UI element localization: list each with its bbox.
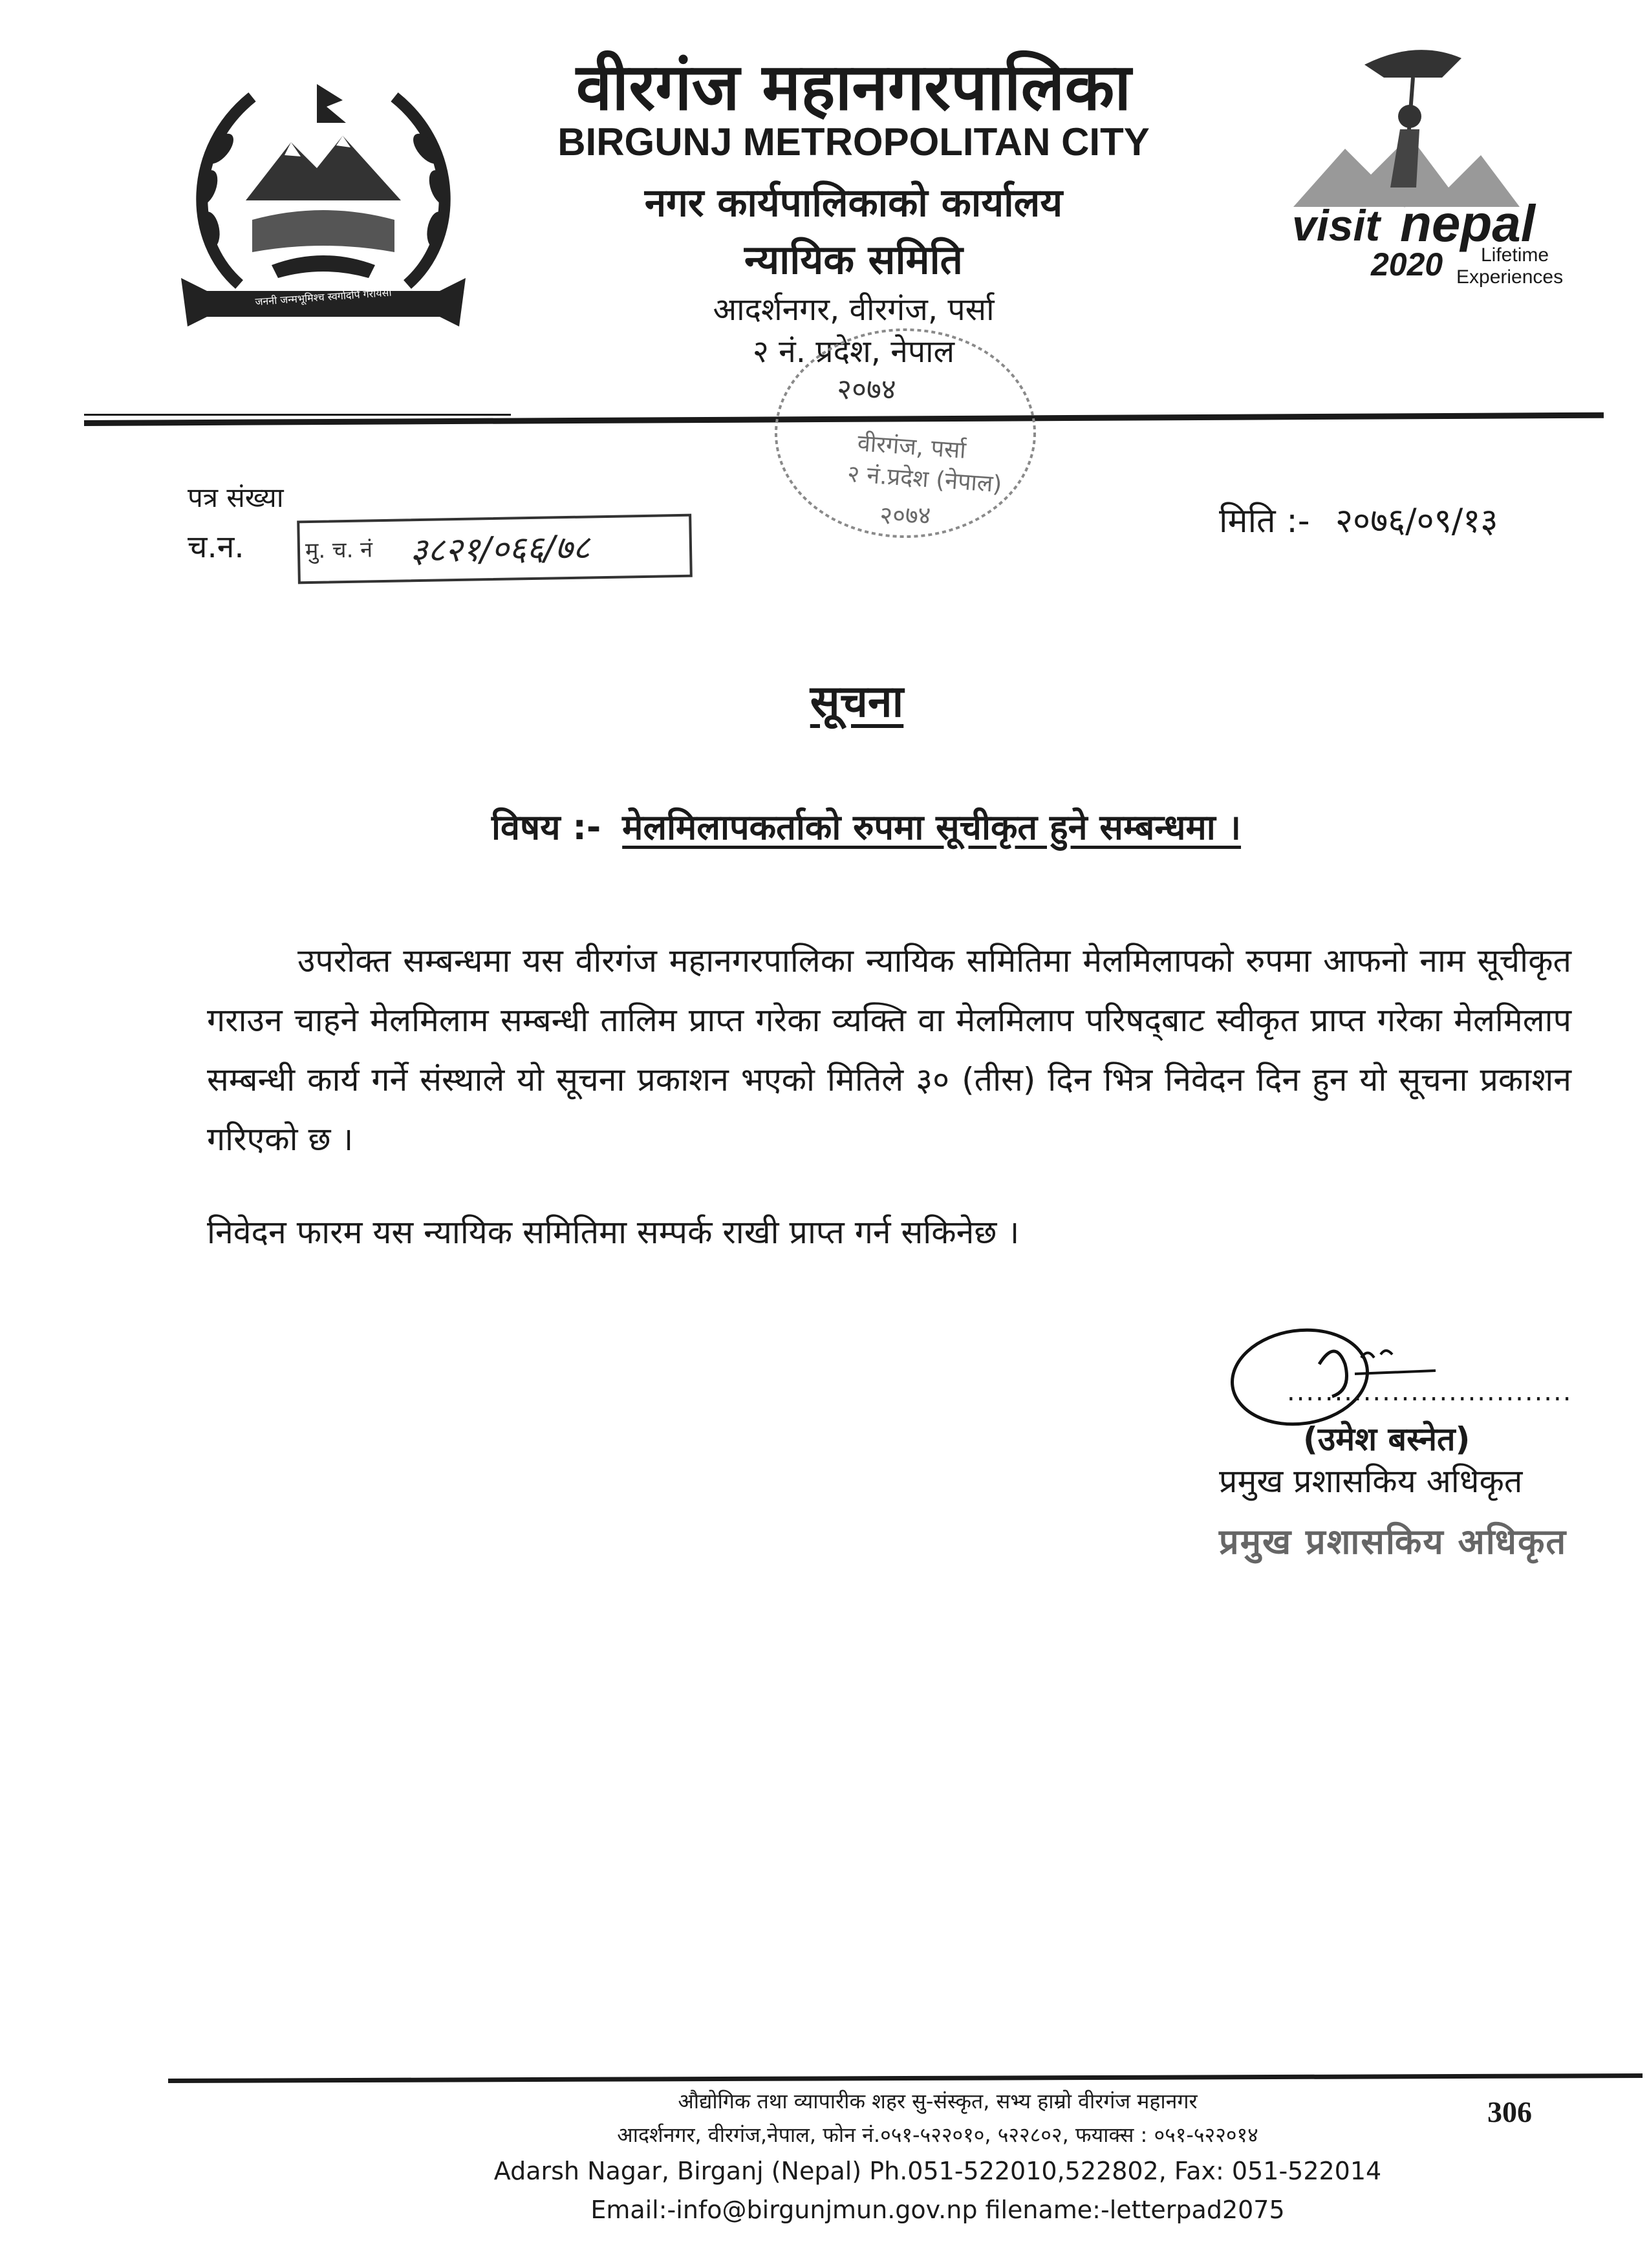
city-title-english: BIRGUNJ METROPOLITAN CITY [557, 120, 1150, 164]
subject-row [491, 802, 1397, 850]
subject-text: मेलमिलापकर्ताको रुपमा सूचीकृत हुने सम्बन्धमा । [622, 807, 1242, 848]
signatory-designation: प्रमुख प्रशासकिय अधिकृत [1219, 1462, 1523, 1500]
committee-name: न्यायिक समिति [744, 236, 963, 283]
footer-address-english: Adarsh Nagar, Birganj (Nepal) Ph.051-522010,522802, Fax: 051-522014 [493, 2157, 1382, 2185]
nepal-word: nepal [1400, 195, 1535, 252]
seal-year-top: २०७४ [837, 373, 896, 406]
address-line-2: २ नं. प्रदेश, नेपाल [752, 334, 955, 370]
seal-line-2: २ नं.प्रदेश (नेपाल) [846, 460, 1003, 498]
header-rule-thin [84, 414, 511, 416]
patra-sankhya-label: पत्र संख्या [188, 482, 284, 513]
experiences-text: Experiences [1456, 266, 1564, 288]
footer-slogan: औद्योगिक तथा व्यापारीक शहर सु-संस्कृत, सभ्य हाम्रो वीरगंज महानगर [678, 2089, 1198, 2113]
emblem-motto: जननी जन्मभूमिश्च स्वर्गादपि गरीयसी [254, 286, 393, 308]
signature-dots: .............................. [1287, 1377, 1573, 1407]
page-number: 306 [1487, 2095, 1532, 2128]
cha-na-number: ३८२१/०६६/७८ [409, 528, 590, 571]
visit-word: visit [1292, 201, 1381, 250]
city-title-nepali: वीरगंज महानगरपालिका [576, 49, 1132, 125]
date-label: मिति :- [1219, 502, 1310, 540]
cha-na-label: च.न. [188, 529, 244, 565]
footer-rule [168, 2073, 1643, 2083]
address-line-1: आदर्शनगर, वीरगंज, पर्सा [713, 292, 995, 328]
visit-nepal-2020-logo [1287, 39, 1584, 310]
notice-heading: सूचना [810, 676, 904, 727]
signatory-name: (उमेश बस्नेत) [1303, 1420, 1471, 1458]
footer-email: Email:-info@birgunjmun.gov.np filename:-letterpad2075 [590, 2196, 1285, 2224]
lifetime-text: Lifetime [1481, 244, 1549, 266]
cha-na-stamp-box [297, 514, 693, 584]
office-name: नगर कार्यपालिकाको कार्यालय [644, 180, 1063, 226]
notice-paragraph-2: निवेदन फारम यस न्यायिक समितिमा सम्पर्क राखी प्राप्त गर्न सकिनेछ । [207, 1214, 1020, 1251]
designation-stamp: प्रमुख प्रशासकिय अधिकृत [1219, 1521, 1568, 1562]
date-value: २०७६/०९/१३ [1335, 502, 1498, 540]
footer-address-nepali: आदर्शनगर, वीरगंज,नेपाल, फोन नं.०५१-५२२०१०, ५२२८०२, फयाक्स : ०५१-५२२०१४ [617, 2123, 1258, 2147]
seal-line-3: २०७४ [879, 501, 931, 530]
subject-label: विषय :- [491, 807, 601, 848]
notice-paragraph-1: उपरोक्त सम्बन्धमा यस वीरगंज महानगरपालिका न्यायिक समितिमा मेलमिलापको रुपमा आफनो नाम सूचीकृत गराउन चाहने मेलमिलाम सम्बन्धी तालिम प्राप्त गरेका व्यक्ति वा मेलमिलाप परिषद्‌बाट स्वीकृत प्राप्त गरेका मेलमिलाप सम्बन्धी कार्य गर्ने संस्थाले यो सूचना प्रकाशन भएको मितिले ३० (तीस) दिन भित्र निवेदन दिन हुन यो सूचना प्रकाशन गरिएको छ । [207, 942, 1571, 1158]
seal-line-1: वीरगंज, पर्सा [856, 430, 967, 464]
cha-na-stamp-label: मु. च. नं [305, 537, 373, 564]
visit-year: 2020 [1371, 246, 1443, 283]
